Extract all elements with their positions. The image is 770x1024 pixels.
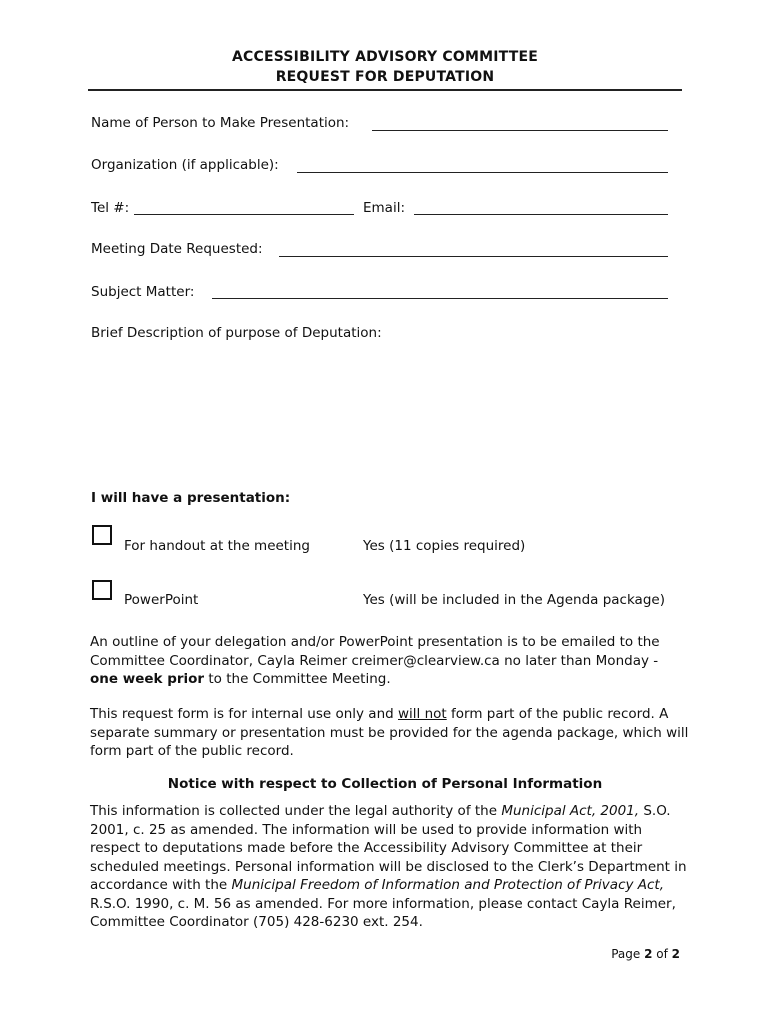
powerpoint-note: Yes (will be included in the Agenda package) (363, 592, 665, 608)
powerpoint-checkbox[interactable] (92, 580, 112, 600)
email-label: Email: (363, 200, 406, 216)
form-title: ACCESSIBILITY ADVISORY COMMITTEE (232, 49, 538, 65)
handout-checkbox[interactable] (92, 525, 112, 545)
internal-text-end: form part of the public record. A separate summary or presentation must be provided for the agenda package, which will form part of the public record. (90, 706, 689, 759)
notice-paragraph (90, 802, 690, 932)
name-label: Name of Person to Make Presentation: (91, 115, 350, 131)
title-divider (88, 89, 682, 91)
meeting-date-label: Meeting Date Requested: (91, 241, 263, 257)
meeting-date-field[interactable] (279, 256, 668, 257)
outline-emphasis: one week prior (90, 671, 205, 687)
notice-text-3: R.S.O. 1990, c. M. 56 as amended. For more information, please contact Cayla Reimer, Committee Coordinator (705) 428-6230 ext. 254. (90, 895, 676, 930)
organization-field[interactable] (297, 172, 668, 173)
tel-field[interactable] (134, 214, 354, 215)
notice-text-2: S.O. 2001, c. 25 as amended. The information will be used to provide information with respect to deputations made before the Accessibility Advisory Committee at their scheduled meetings. Personal information will be disclosed to the Clerk’s Department in accordance with the (90, 803, 687, 893)
internal-use-paragraph (90, 705, 690, 761)
name-field[interactable] (372, 130, 668, 131)
presentation-heading: I will have a presentation: (91, 490, 291, 506)
powerpoint-label: PowerPoint (124, 592, 199, 608)
subject-field[interactable] (212, 298, 668, 299)
notice-text-1: This information is collected under the legal authority of the (90, 803, 502, 819)
page-number (611, 947, 680, 961)
subject-label: Subject Matter: (91, 284, 195, 300)
notice-italic-2: Municipal Freedom of Information and Protection of Privacy Act, (231, 877, 665, 893)
email-field[interactable] (414, 214, 668, 215)
handout-label: For handout at the meeting (124, 538, 310, 554)
organization-label: Organization (if applicable): (91, 157, 279, 173)
page-of: of (652, 947, 672, 961)
outline-text-start: An outline of your delegation and/or PowerPoint presentation is to be emailed to the Committee Coordinator, Cayla Reimer creimer@clearview.ca no later than Monday - (90, 634, 660, 669)
page-total: 2 (671, 947, 680, 961)
page-current: 2 (644, 947, 653, 961)
outline-paragraph (90, 633, 690, 689)
handout-note: Yes (11 copies required) (363, 538, 526, 554)
description-area[interactable] (91, 348, 681, 478)
form-subtitle: REQUEST FOR DEPUTATION (275, 69, 495, 85)
outline-text-end: to the Committee Meeting. (204, 671, 391, 687)
internal-underlined: will not (398, 706, 447, 722)
notice-heading: Notice with respect to Collection of Personal Information (167, 776, 603, 792)
page-word: Page (611, 947, 645, 961)
description-label: Brief Description of purpose of Deputation: (91, 325, 382, 341)
internal-text-start: This request form is for internal use only and (90, 706, 398, 722)
notice-italic-1: Municipal Act, 2001, (501, 803, 640, 819)
tel-label: Tel #: (91, 200, 130, 216)
